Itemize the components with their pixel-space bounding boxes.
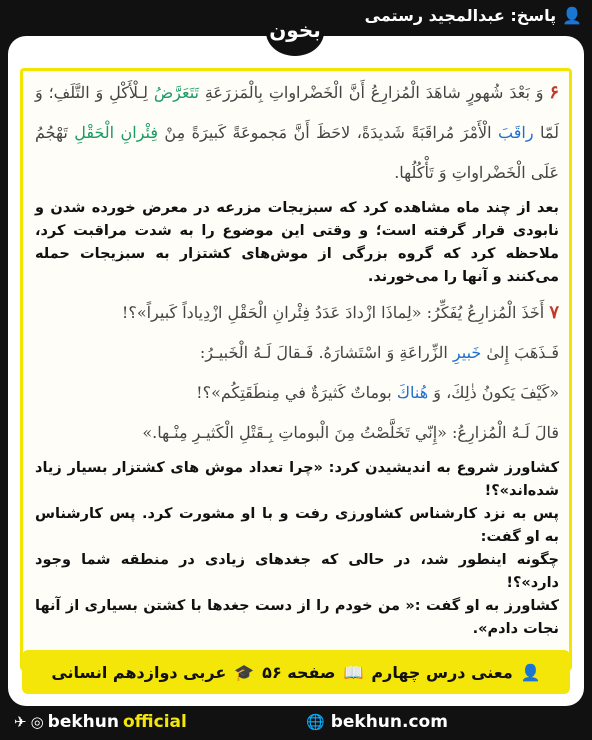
vocab-highlight: هُناكَ — [396, 383, 429, 402]
instagram-icon: ◎ — [30, 713, 44, 731]
bekhun-logo: بخون — [266, 8, 324, 56]
social-handle[interactable] — [14, 712, 187, 732]
persian-translation-6: بعد از چند ماه مشاهده کرد که سبزیجات مزرعه در معرض خورده شدن و نابودی قرار گرفته است؛ و وقتی این موضوع را به شدت مراقبت کرد، ملاحظه کرد که گروه بزرگی از موش‌های کشتزار به سبزیجات حمله می‌کنند و آنها را می‌خورند. — [35, 200, 559, 285]
bottom-bar — [0, 706, 592, 740]
persian-sentence: چگونه اینطور شد، در حالی که جغدهای زیادی در منطقه شما وجود دارد»؟! — [35, 552, 559, 591]
website-text: bekhun.com — [330, 712, 448, 732]
arabic-text: أَخَذَ الْمُزارِعُ يُفَكِّرُ: «لِماذَا ازْدادَ عَدَدُ فِئْرانِ الْحَقْلِ ازْدِياداً كَبيراً»؟! — [121, 303, 545, 322]
course-name: عربی دوازدهم انسانی — [51, 662, 227, 682]
arabic-paragraph-6 — [35, 73, 559, 193]
arabic-line — [35, 333, 559, 373]
lesson-title: معنی درس چهارم — [371, 662, 513, 682]
content-card — [8, 36, 584, 706]
lesson-info-bar — [22, 650, 570, 694]
arabic-text: بوماتٌ كَثيرَةٌ في مِنطَقَتِكُم»؟! — [196, 383, 397, 402]
arabic-text: لِـلْأَكْلِ وَ التَّلَفِ؛ وَ لَمّا — [35, 83, 559, 142]
teacher-icon: 👤 — [520, 662, 541, 682]
arabic-line — [35, 373, 559, 413]
telegram-icon: ✈ — [14, 713, 27, 731]
vocab-highlight: خَبيرِ — [452, 343, 482, 362]
handle-accent: official — [122, 712, 187, 732]
persian-sentence: پس به نزد کارشناس کشاورزی رفت و با او مشورت کرد. پس کارشناس به او گفت: — [35, 506, 559, 545]
answerer-label — [365, 6, 582, 25]
handle-main: bekhun — [47, 712, 119, 732]
lesson-content — [35, 73, 559, 645]
vocab-highlight: فِئْرانِ الْحَقْلِ — [74, 123, 159, 142]
globe-icon: 🌐 — [306, 713, 325, 731]
user-icon: 👤 — [562, 6, 582, 25]
arabic-line: قالَ لَـهُ الْمُزارِعُ: «إِنّي تَخَلَّصْتُ مِنَ الْبوماتِ بِـقَتْلِ الْكَثيـرِ مِنْـها.» — [142, 423, 559, 442]
arabic-text: الزِّراعَةِ وَ اسْتَشارَهُ. فَـقالَ لَـهُ الْخَبيـرُ: — [199, 343, 453, 362]
lesson-box — [20, 68, 572, 671]
arabic-text: وَ بَعْدَ شُهورٍ شاهَدَ الْمُزارِعُ أَنَّ الْخَضْراواتِ بِالْمَزرَعَةِ — [198, 83, 544, 102]
verse-number: ۷ — [549, 302, 559, 323]
vocab-highlight: تَتَعَرَّضُ — [153, 83, 199, 102]
arabic-text: الْأَمْرَ مُراقَبَةً شَديدَةً، لاحَظَ أَنَّ مَجموعَةً كَبيرَةً مِنْ — [158, 123, 499, 142]
vocab-highlight: راقَبَ — [498, 123, 534, 142]
page-number: صفحه ۵۶ — [262, 662, 336, 682]
arabic-text: تَهْجُمُ عَلَى الْخَضْراواتِ وَ تَأْكُلُها. — [35, 123, 559, 182]
persian-translation-7 — [35, 457, 559, 641]
verse-number: ۶ — [549, 82, 560, 103]
arabic-text: «كَيْفَ يَكونُ ذٰلِكَ، وَ — [428, 383, 559, 402]
website-link[interactable] — [306, 712, 448, 732]
graduation-cap-icon: 🎓 — [234, 662, 255, 682]
book-icon: 📖 — [343, 662, 364, 682]
arabic-line — [35, 293, 559, 333]
answerer-text: پاسخ: عبدالمجید رستمی — [364, 6, 557, 25]
arabic-text: فَـذَهَبَ إِلىٰ — [481, 343, 559, 362]
persian-sentence: کشاورز شروع به اندیشیدن کرد: «چرا تعداد موش های کشتزار بسیار زیاد شده‌اند»؟! — [35, 460, 559, 499]
persian-sentence: کشاورز به او گفت :« من خودم را از دست جغدها با کشتن بسیاری از آنها نجات دادم». — [35, 598, 559, 637]
